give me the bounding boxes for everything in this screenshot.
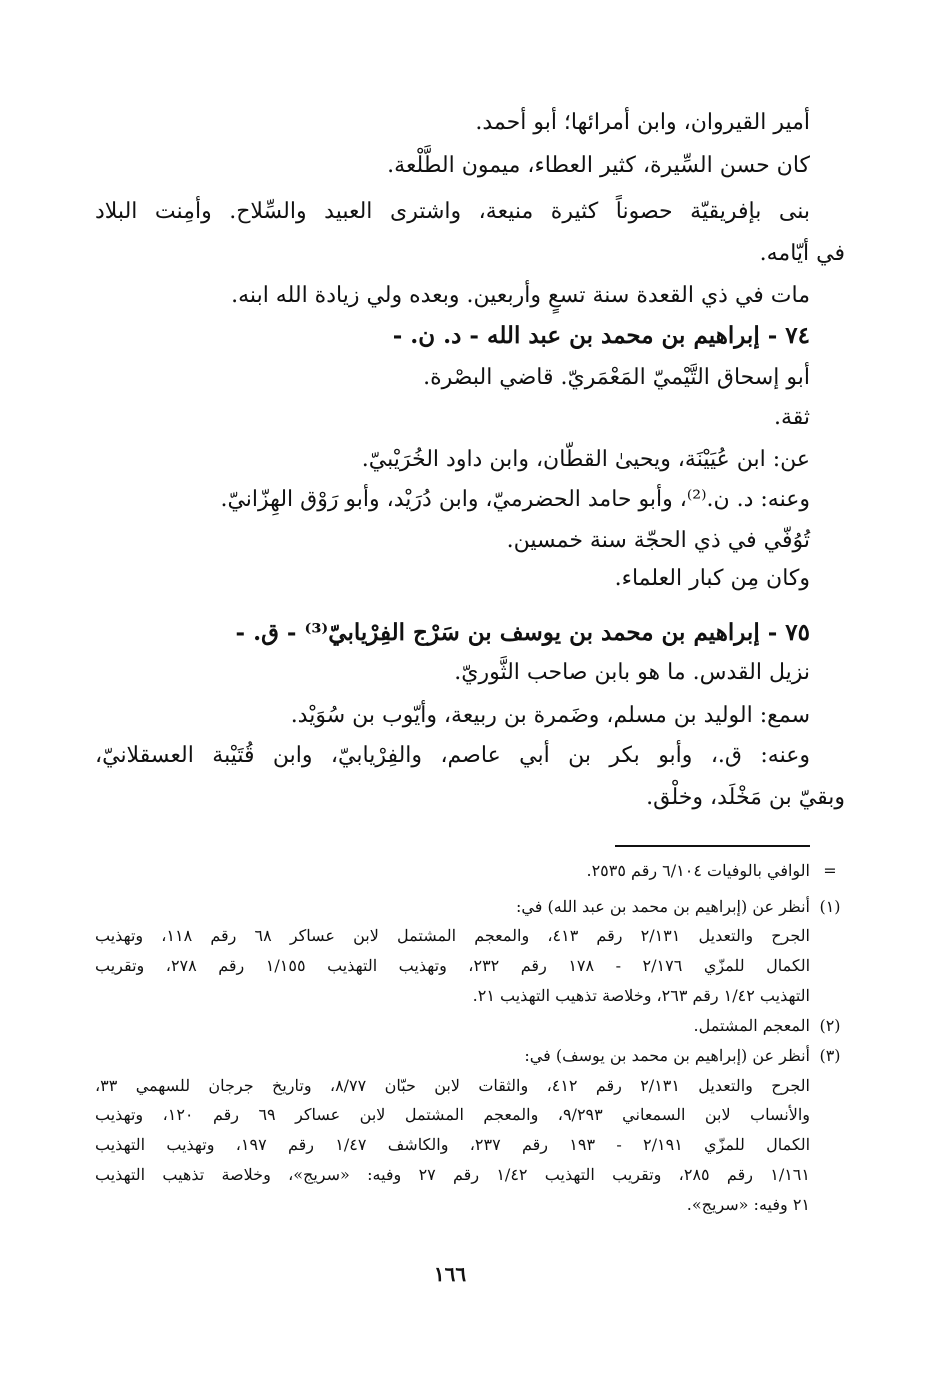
- footnote-separator: [615, 845, 810, 847]
- footnote-mark: (١): [819, 897, 841, 916]
- entry-heading-75: ٧٥ - إبراهيم بن محمد بن يوسف بن سَرْج الفِرْيابيّ⁽³⁾ - ق. -: [235, 619, 810, 646]
- text-line: وبقيّ بن مَخْلَد، وخلْق.: [646, 785, 845, 810]
- text-line: نزيل القدس. ما هو بابن صاحب الثَّوريّ.: [454, 660, 810, 685]
- text-line: أمير القيروان، وابن أمرائها؛ أبو أحمد.: [475, 110, 810, 135]
- footnote-line: الكمال للمزّي ٢/١٩١ - ١٩٣ رقم ٢٣٧، والكاشف ١/٤٧ رقم ١٩٧، وتهذيب التهذيب: [95, 1135, 811, 1154]
- text-line: وعنه: ق.، وأبو بكر بن أبي عاصم، والفِرْيابيّ، وابن قُتَيْبة العسقلانيّ،: [95, 743, 810, 768]
- text-line: بنى بإفريقيّة حصوناً كثيرة منيعة، واشترى العبيد والسِّلاح. وأمِنت البلاد: [95, 199, 810, 224]
- text-line: كان حسن السِّيرة، كثير العطاء، ميمون الطَّلْعة.: [387, 153, 810, 178]
- footnote-line: والأنساب لابن السمعاني ٩/٢٩٣، والمعجم المشتمل لابن عساكر ٦٩ رقم ١٢٠، وتهذيب: [95, 1105, 810, 1124]
- footnote-line: التهذيب ١/٤٢ رقم ٢٦٣، وخلاصة تذهيب التهذيب ٢١.: [472, 986, 810, 1005]
- text-line: في أيّامه.: [759, 241, 845, 266]
- footnote-mark: (٢): [819, 1016, 841, 1035]
- text-line: أبو إسحاق التَّيْميّ المَعْمَريّ. قاضي البصْرة.: [423, 365, 810, 390]
- text-line: مات في ذي القعدة سنة تسعٍ وأربعين. وبعده ولي زيادة الله ابنه.: [231, 283, 810, 308]
- footnote-mark: (٣): [819, 1046, 841, 1065]
- footnote-line: أنظر عن (إبراهيم بن محمد بن عبد الله) في:: [516, 897, 810, 916]
- text-line: تُوُفّي في ذي الحجّة سنة خمسين.: [506, 528, 810, 553]
- text-line: وكان مِن كبار العلماء.: [614, 566, 810, 591]
- footnote-line: أنظر عن (إبراهيم بن محمد بن يوسف) في:: [524, 1046, 810, 1065]
- footnote-line: الكمال للمزّي ٢/١٧٦ - ١٧٨ رقم ٢٣٢، وتهذيب التهذيب ١/١٥٥ رقم ٢٧٨، وتقريب: [95, 956, 811, 975]
- footnote-line: ٢١ وفيه: «سريج».: [686, 1195, 810, 1214]
- footnote-line: الجرح والتعديل ٢/١٣١ رقم ٤١٢، والثقات لابن حبّان ٨/٧٧، وتاريخ جرجان للسهمي ٣٣،: [95, 1076, 810, 1095]
- footnote-line: ١/١٦١ رقم ٢٨٥، وتقريب التهذيب ١/٤٢ رقم ٢٧ وفيه: «سريج»، وخلاصة تذهيب التهذيب: [95, 1165, 810, 1184]
- text-line: سمع: الوليد بن مسلم، وضَمرة بن ربيعة، وأيّوب بن سُوَيْد.: [290, 703, 810, 728]
- text-line: وعنه: د. ن.⁽²⁾، وأبو حامد الحضرميّ، وابن دُرَيْد، وأبو رَوْق الهِزّانيّ.: [220, 487, 810, 512]
- footnote-line: الجرح والتعديل ٢/١٣١ رقم ٤١٣، والمعجم المشتمل لابن عساكر ٦٨ رقم ١١٨، وتهذيب: [95, 926, 811, 945]
- footnote-line: الوافي بالوفيات ٦/١٠٤ رقم ٢٥٣٥.: [586, 861, 810, 880]
- text-line: ثقة.: [773, 405, 810, 430]
- text-line: عن: ابن عُيَيْنَة، ويحيىٰ القطّان، وابن داود الخُرَيْبيّ.: [361, 447, 810, 472]
- footnote-mark: =: [823, 861, 837, 880]
- entry-heading-74: ٧٤ - إبراهيم بن محمد بن عبد الله - د. ن. -: [392, 322, 810, 349]
- footnote-line: المعجم المشتمل.: [693, 1016, 810, 1035]
- page-number: ١٦٦: [433, 1262, 467, 1286]
